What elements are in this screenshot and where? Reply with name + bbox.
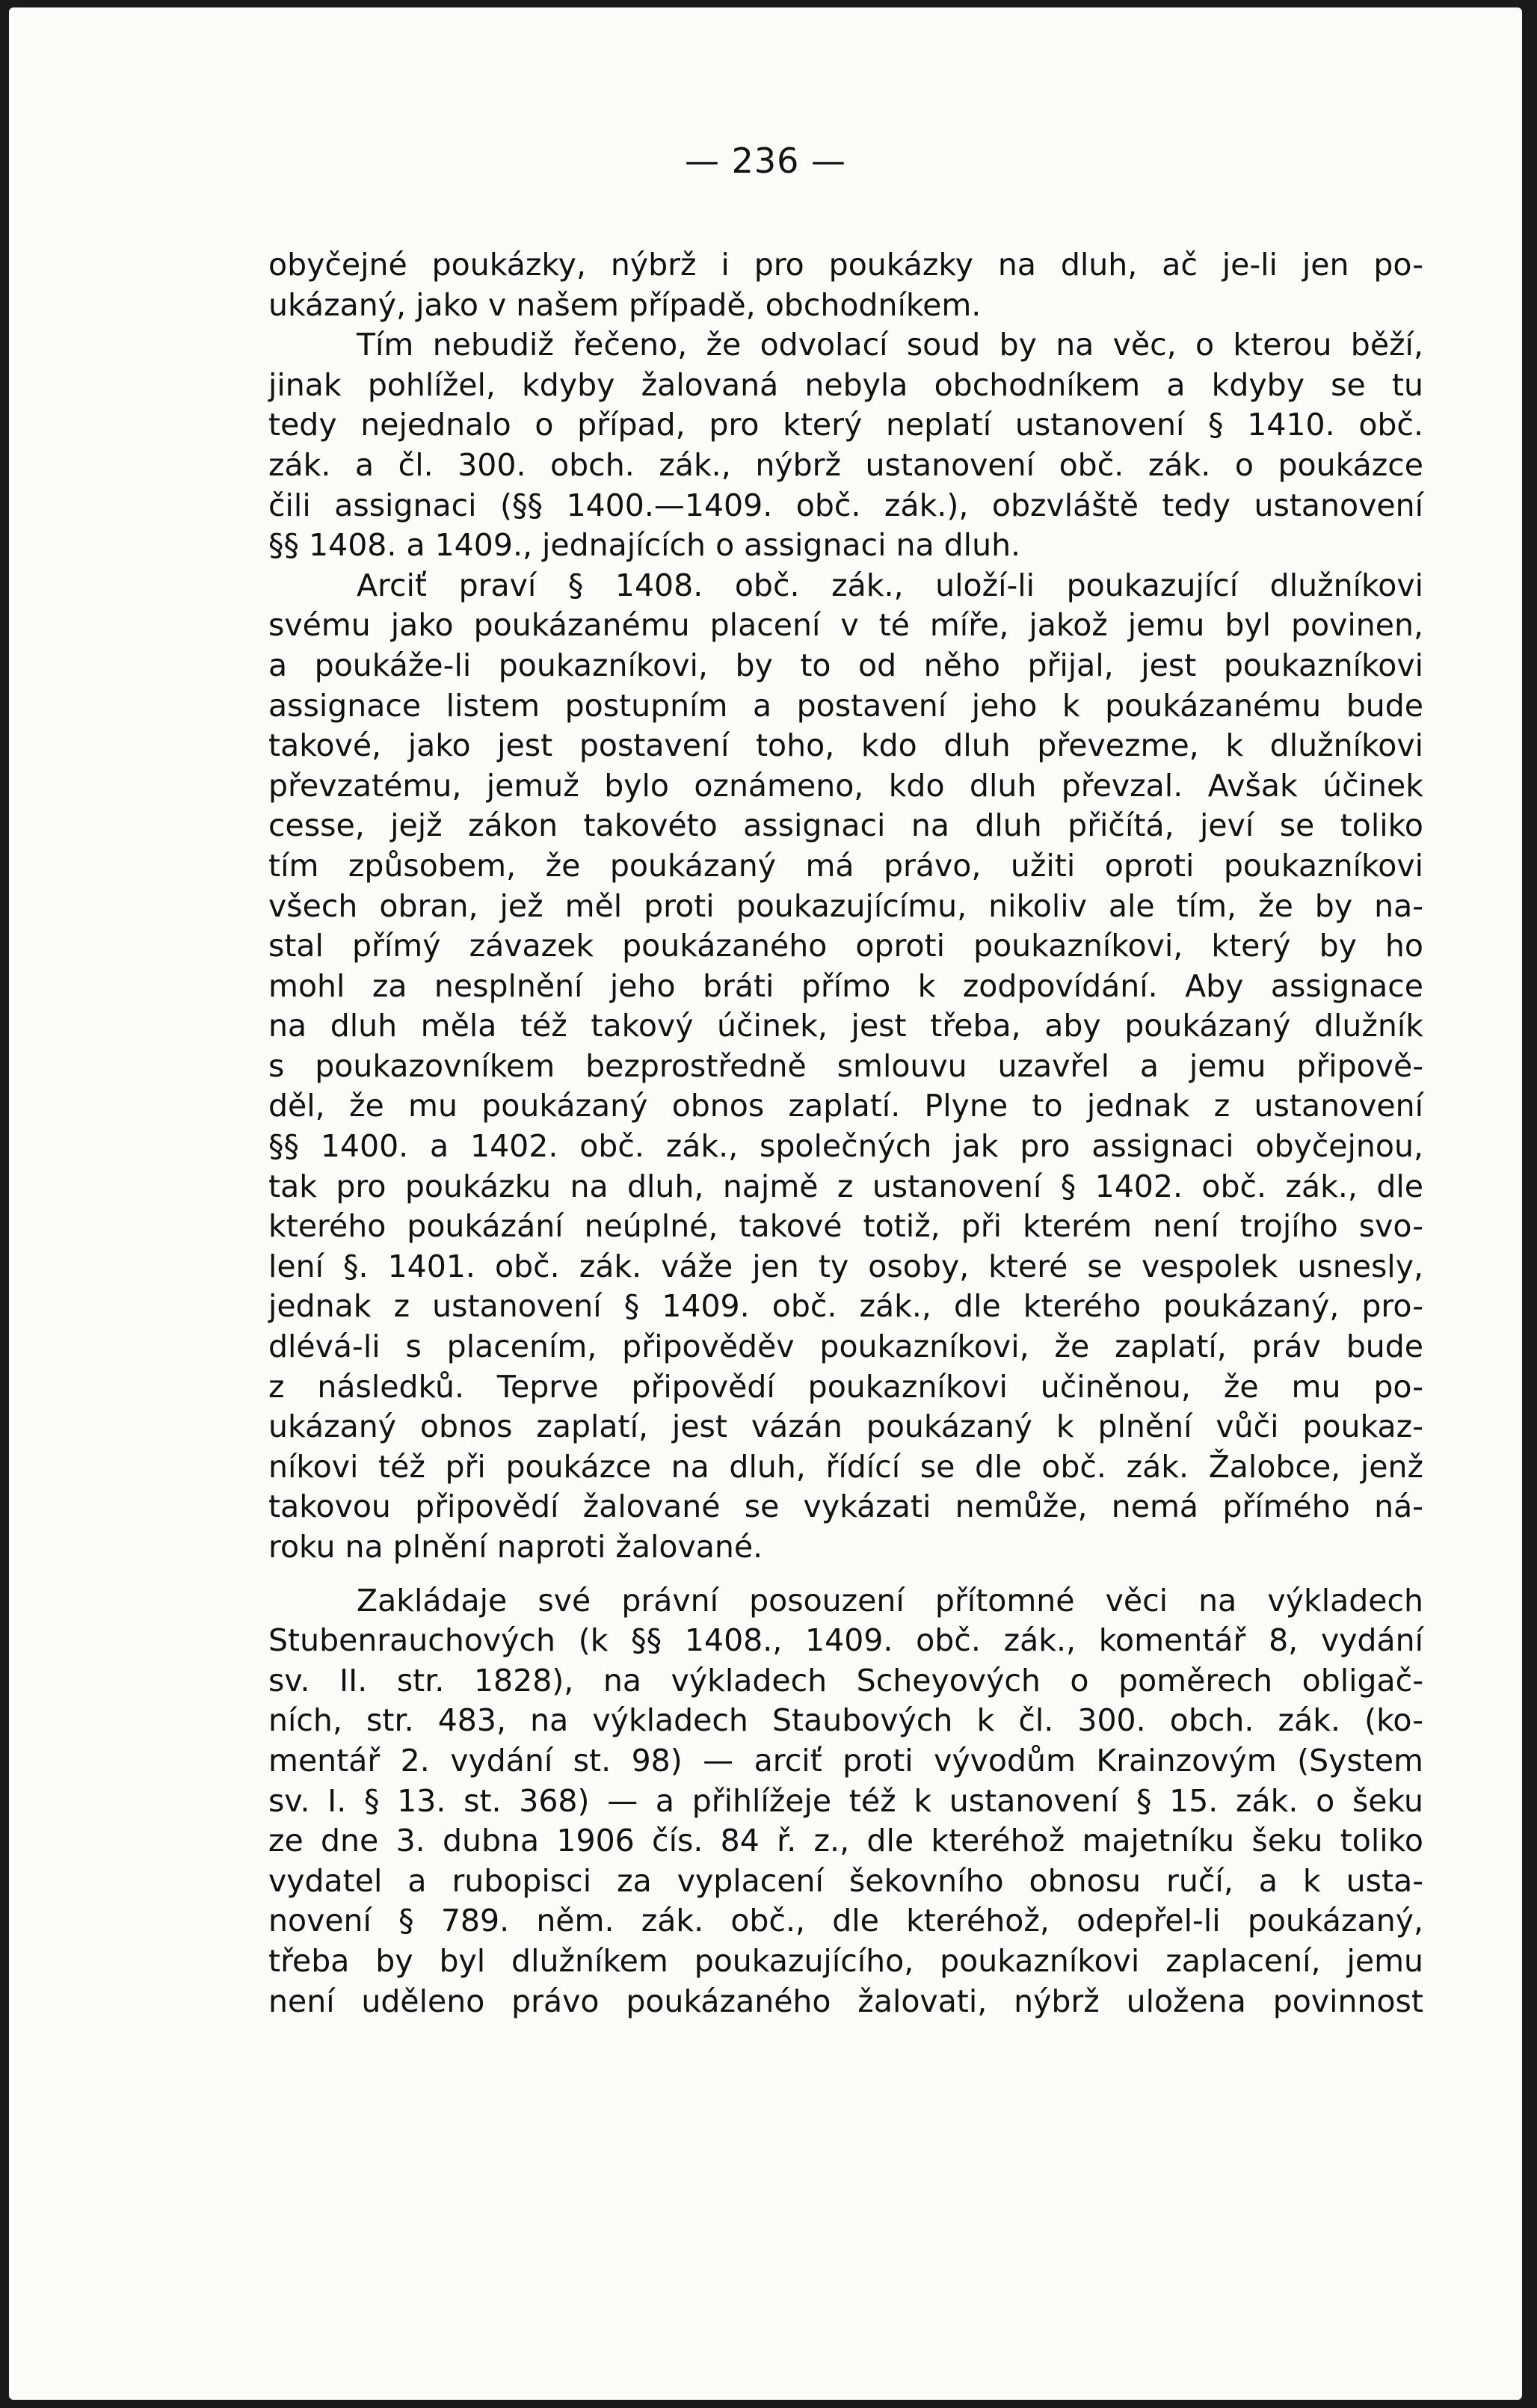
text-line: děl, že mu poukázaný obnos zaplatí. Plyne to jednak z ustanovení xyxy=(268,1088,1423,1124)
text-line: s poukazovníkem bezprostředně smlouvu uzavřel a jemu připově- xyxy=(268,1047,1423,1084)
page-number: — 236 — xyxy=(684,141,847,181)
text-line: cesse, jejž zákon takovéto assignaci na dluh přičítá, jeví se toliko xyxy=(268,807,1423,844)
text-line: ukázaný, jako v našem případě, obchodníkem. xyxy=(268,286,982,323)
text-line: sv. I. § 13. st. 368) — a přihlížeje též k ustanovení § 15. zák. o šeku xyxy=(268,1782,1423,1819)
text-line: není uděleno právo poukázaného žalovati, nýbrž uložena povinnost xyxy=(268,1983,1423,2019)
text-line: roku na plnění naproti žalované. xyxy=(268,1529,763,1565)
text-line: převzatému, jemuž bylo oznámeno, kdo dluh převzal. Avšak účinek xyxy=(268,767,1423,804)
text-line: stal přímý závazek poukázaného oproti poukazníkovi, který by ho xyxy=(268,928,1423,964)
text-line: vydatel a rubopisci za vyplacení šekovního obnosu ručí, a k usta- xyxy=(268,1862,1423,1899)
text-line: sv. II. str. 1828), na výkladech Scheyových o poměrech obligač- xyxy=(268,1662,1423,1699)
text-line: ních, str. 483, na výkladech Staubových k čl. 300. obch. zák. (ko- xyxy=(268,1702,1423,1739)
paragraph xyxy=(268,325,1423,566)
text-line: z následků. Teprve připovědí poukazníkovi učiněnou, že mu po- xyxy=(268,1368,1423,1405)
text-line: novení § 789. něm. zák. obč., dle kteréhož, odepřel-li poukázaný, xyxy=(268,1903,1423,1939)
text-line: dlévá-li s placením, připověděv poukazníkovi, že zaplatí, práv bude xyxy=(268,1328,1423,1365)
text-line: kterého poukázání neúplné, takové totiž, při kterém není trojího svo- xyxy=(268,1208,1423,1245)
text-line: níkovi též při poukázce na dluh, řídící se dle obč. zák. Žalobce, jenž xyxy=(268,1448,1423,1485)
text-line: Arciť praví § 1408. obč. zák., uloží-li poukazující dlužníkovi xyxy=(357,567,1423,603)
text-line: třeba by byl dlužníkem poukazujícího, poukazníkovi zaplacení, jemu xyxy=(268,1942,1423,1979)
paragraph xyxy=(268,566,1423,1568)
text-line: ukázaný obnos zaplatí, jest vázán poukázaný k plnění vůči poukaz- xyxy=(268,1408,1423,1445)
text-line: všech obran, jež měl proti poukazujícímu, nikoliv ale tím, že by na- xyxy=(268,887,1423,924)
text-line: §§ 1400. a 1402. obč. zák., společných jak pro assignaci obyčejnou, xyxy=(268,1128,1423,1165)
text-line: čili assignaci (§§ 1400.—1409. obč. zák.), obzvláště tedy ustanovení xyxy=(268,487,1423,523)
text-line: takovou připovědí žalované se vykázati nemůže, nemá přímého ná- xyxy=(268,1488,1423,1525)
text-line: Tím nebudiž řečeno, že odvolací soud by na věc, o kterou běží, xyxy=(357,327,1423,363)
text-line: zák. a čl. 300. obch. zák., nýbrž ustanovení obč. zák. o poukázce xyxy=(268,446,1423,483)
text-line: mohl za nesplnění jeho bráti přímo k zodpovídání. Aby assignace xyxy=(268,967,1423,1004)
text-line: ze dne 3. dubna 1906 čís. 84 ř. z., dle kteréhož majetníku šeku toliko xyxy=(268,1823,1423,1859)
text-line: tím způsobem, že poukázaný má právo, užiti oproti poukazníkovi xyxy=(268,847,1423,884)
body-text xyxy=(268,245,1423,2021)
text-line: assignace listem postupním a postavení jeho k poukázanému bude xyxy=(268,687,1423,724)
text-line: tedy nejednalo o případ, pro který neplatí ustanovení § 1410. obč. xyxy=(268,407,1423,443)
text-line: §§ 1408. a 1409., jednajících o assignaci na dluh. xyxy=(268,527,1021,564)
book-page xyxy=(9,7,1522,2400)
text-line: mentář 2. vydání st. 98) — arciť proti vývodům Krainzovým (System xyxy=(268,1742,1423,1779)
paragraph xyxy=(268,245,1423,325)
text-line: jednak z ustanovení § 1409. obč. zák., dle kterého poukázaný, pro- xyxy=(268,1288,1423,1325)
text-line: jinak pohlížel, kdyby žalovaná nebyla obchodníkem a kdyby se tu xyxy=(268,366,1423,403)
text-line: svému jako poukázanému placení v té míře, jakož jemu byl povinen, xyxy=(268,607,1423,644)
text-line: a poukáže-li poukazníkovi, by to od něho přijal, jest poukazníkovi xyxy=(268,647,1423,683)
text-line: na dluh měla též takový účinek, jest třeba, aby poukázaný dlužník xyxy=(268,1008,1423,1044)
text-line: tak pro poukázku na dluh, najmě z ustanovení § 1402. obč. zák., dle xyxy=(268,1168,1423,1204)
paragraph xyxy=(268,1581,1423,2022)
text-line: obyčejné poukázky, nýbrž i pro poukázky na dluh, ač je-li jen po- xyxy=(268,247,1423,283)
text-line: Zakládaje své právní posouzení přítomné věci na výkladech xyxy=(357,1582,1423,1619)
text-line: takové, jako jest postavení toho, kdo dluh převezme, k dlužníkovi xyxy=(268,727,1423,764)
text-line: lení §. 1401. obč. zák. váže jen ty osoby, které se vespolek usnesly, xyxy=(268,1248,1423,1284)
text-line: Stubenrauchových (k §§ 1408., 1409. obč. zák., komentář 8, vydání xyxy=(268,1622,1423,1659)
